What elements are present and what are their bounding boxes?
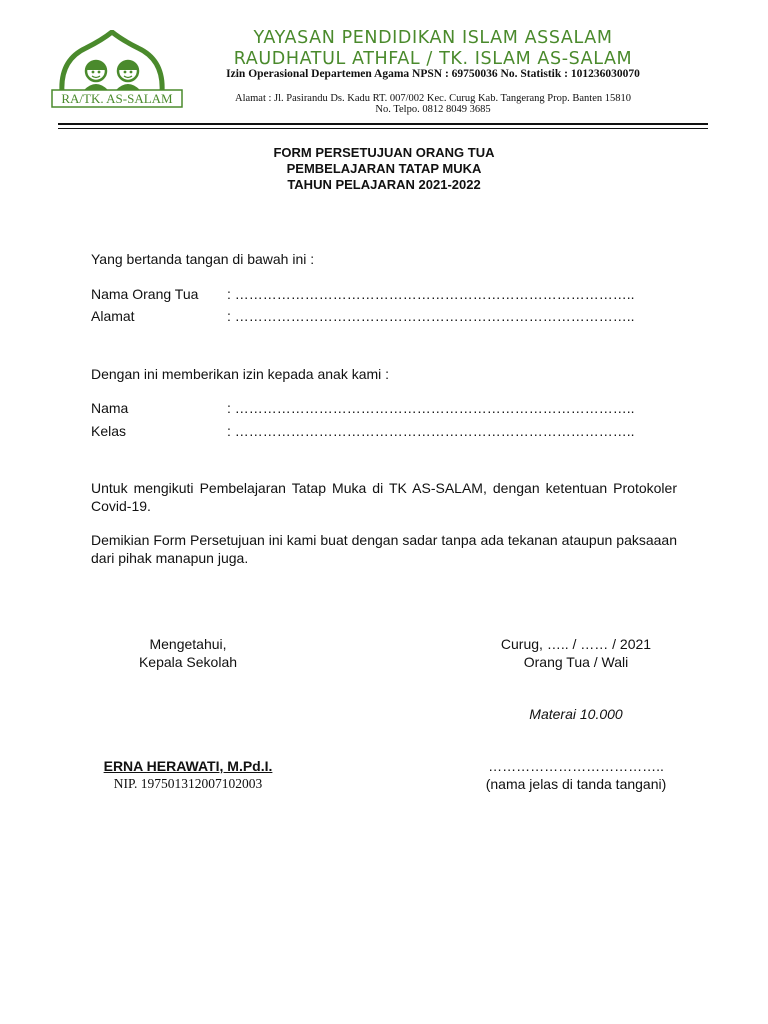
school-name: RAUDHATUL ATHFAL / TK. ISLAM AS-SALAM	[233, 49, 633, 69]
consent-text: Dengan ini memberikan izin kepada anak kami :	[91, 366, 390, 382]
child-name-field[interactable]: : …………………………………………………………………………..	[227, 400, 635, 416]
school-phone: No. Telpo. 0812 8049 3685	[375, 104, 491, 115]
logo-text: RA/TK. AS-SALAM	[61, 91, 173, 106]
guardian-name-note: (nama jelas di tanda tangani)	[485, 776, 667, 792]
closing-paragraph: Demikian Form Persetujuan ini kami buat dengan sadar tanpa ada tekanan ataupun paksaaan dari pihak manapun juga.	[91, 532, 677, 566]
form-title-line3: TAHUN PELAJARAN 2021-2022	[287, 177, 481, 192]
purpose-paragraph: Untuk mengikuti Pembelajaran Tatap Muka di TK AS-SALAM, dengan ketentuan Protokoler Covid-19.	[91, 480, 677, 514]
intro-text: Yang bertanda tangan di bawah ini :	[91, 251, 315, 267]
place-date: Curug, ….. / …… / 2021	[500, 636, 652, 652]
guardian-title: Orang Tua / Wali	[523, 654, 629, 670]
school-logo	[50, 30, 186, 110]
school-address: Alamat : Jl. Pasirandu Ds. Kadu RT. 007/002 Kec. Curug Kab. Tangerang Prop. Banten 15810	[234, 93, 632, 104]
stamp-duty-note: Materai 10.000	[529, 706, 623, 722]
parent-name-label: Nama Orang Tua	[91, 286, 199, 302]
acknowledged-label: Mengetahui,	[149, 636, 227, 652]
header-divider-thick	[58, 123, 708, 125]
header-divider-thin	[58, 128, 708, 129]
form-title-line2: PEMBELAJARAN TATAP MUKA	[286, 161, 482, 176]
child-class-field[interactable]: : …………………………………………………………………………..	[227, 423, 635, 439]
principal-name: ERNA HERAWATI, M.Pd.I.	[103, 758, 273, 774]
child-class-label: Kelas	[91, 423, 127, 439]
child-name-label: Nama	[91, 400, 129, 416]
foundation-name: YAYASAN PENDIDIKAN ISLAM ASSALAM	[253, 28, 613, 48]
license-info: Izin Operasional Departemen Agama NPSN : 69750036 No. Statistik : 101236030070	[226, 68, 640, 80]
principal-title: Kepala Sekolah	[138, 654, 238, 670]
parent-name-field[interactable]: : …………………………………………………………………………..	[227, 286, 635, 302]
parent-address-field[interactable]: : …………………………………………………………………………..	[227, 308, 635, 324]
principal-nip: NIP. 197501312007102003	[113, 776, 263, 791]
parent-address-label: Alamat	[91, 308, 135, 324]
form-title-line1: FORM PERSETUJUAN ORANG TUA	[273, 145, 495, 160]
guardian-signature-line[interactable]: ………………………………..	[488, 758, 664, 774]
